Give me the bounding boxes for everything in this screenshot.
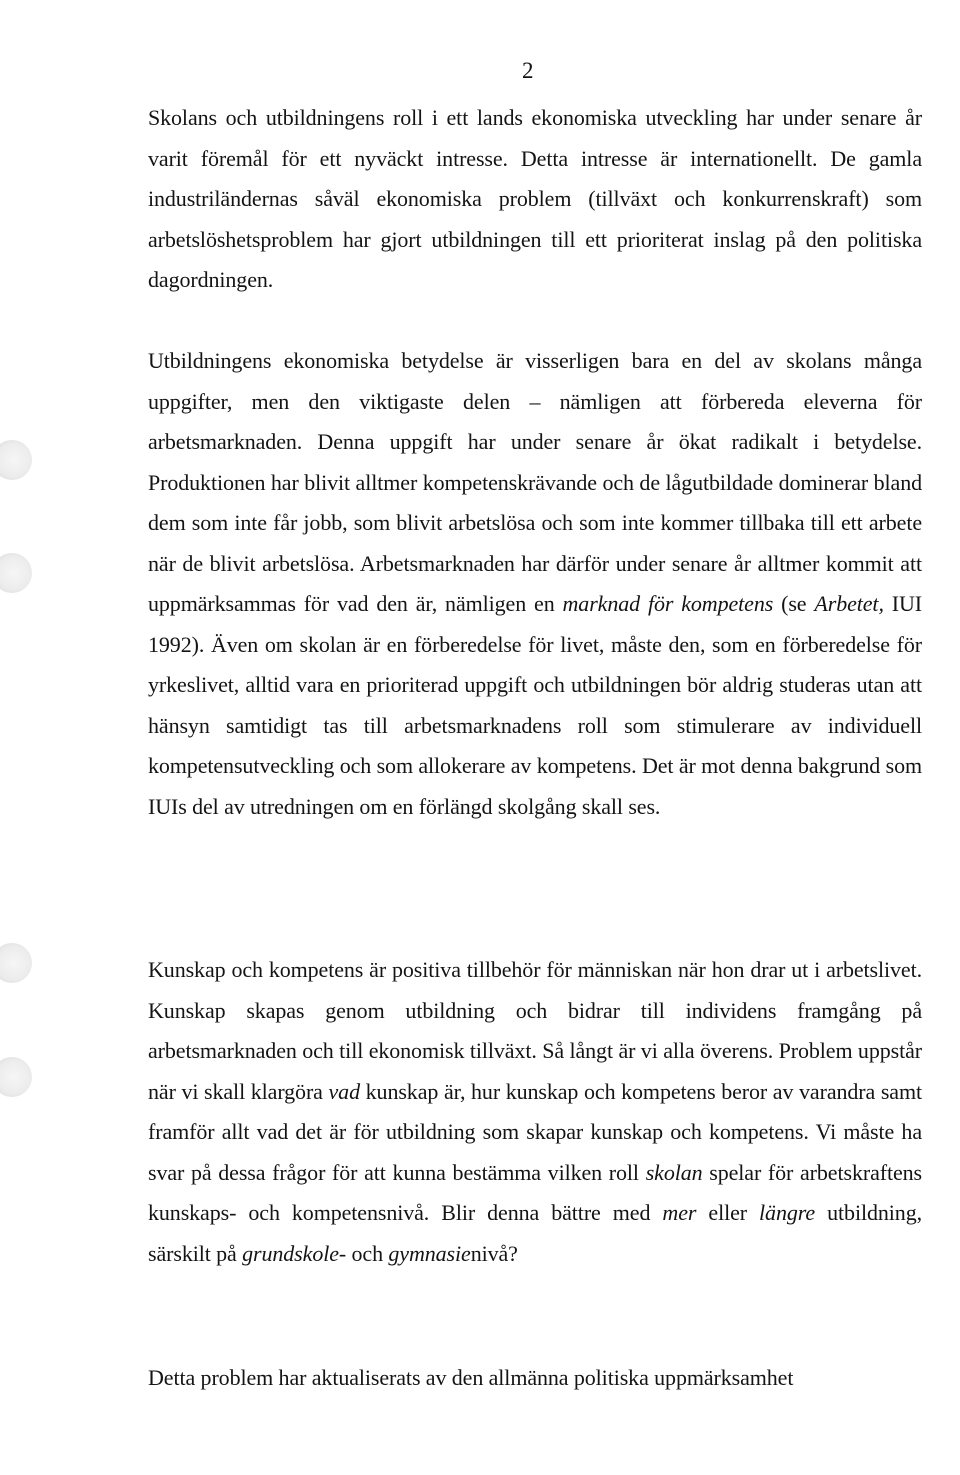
punch-hole-4 — [0, 1057, 32, 1097]
text-run: (se — [773, 591, 815, 616]
text-run: utbildning, särskilt på — [148, 1200, 922, 1266]
italic-text-run: grundskole- — [242, 1240, 347, 1266]
punch-hole-1 — [0, 440, 32, 480]
text-run: spelar för arbetskraftens kunskaps- och kompetensnivå. Blir denna bättre med — [148, 1159, 922, 1225]
text-run: eller — [696, 1200, 760, 1225]
page-number: 2 — [522, 58, 534, 83]
text-run: Skolans och utbildningens roll i ett lands ekonomiska utveckling har under senare år varit föremål för ett nyväckt intresse. Detta intresse är internationellt. De gamla industriländernas såväl ekonomiska problem (tillväxt och konkurrenskraft) som arbetslöshetsproblem har gjort utbildningen till ett prioriterat inslag på den politiska dagordningen. — [148, 105, 922, 292]
italic-text-run: längre — [759, 1200, 816, 1225]
italic-text-run: gymnasie — [388, 1240, 471, 1266]
italic-text-run: mer — [662, 1200, 697, 1225]
text-run: Kunskap och kompetens är positiva tillbehör för människan när hon drar ut i arbetslivet. Kunskap skapas genom utbildning och bidrar till individens framgång på arbetsmarknaden och till ekonomisk tillväxt. Så långt är vi alla överens. Problem uppstår när vi skall klargöra — [148, 957, 922, 1104]
italic-text-run: marknad för kompetens — [562, 591, 774, 616]
italic-text-run: skolan — [645, 1159, 703, 1185]
paragraph-2 — [148, 341, 922, 827]
paragraph-4 — [148, 1358, 922, 1399]
text-run: och — [346, 1240, 389, 1266]
paragraph-1 — [148, 98, 922, 301]
text-run: Utbildningens ekonomiska betydelse är visserligen bara en del av skolans många uppgifter, men den viktigaste delen – nämligen att förbereda eleverna för arbetsmarknaden. Denna uppgift har under senare år ökat radikalt i betydelse. Produktionen har blivit alltmer kompetenskrävande och de lågutbildade dominerar bland dem som inte får jobb, som blivit arbetslösa och som inte kommer tillbaka till ett arbete när de blivit arbetslösa. Arbetsmarknaden har därför under senare år alltmer kommit att uppmärksammas för vad den är, nämligen en — [148, 348, 922, 616]
text-run: nivå? — [470, 1240, 518, 1266]
text-run: Detta problem har aktualiserats av den allmänna politiska uppmärksamhet — [148, 1365, 794, 1390]
punch-hole-2 — [0, 553, 32, 593]
punch-hole-3 — [0, 943, 32, 983]
italic-text-run: Arbetet, — [814, 591, 884, 616]
text-run: IUI 1992). Även om skolan är en förberedelse för livet, måste den, som en förberedelse för yrkeslivet, alltid vara en prioriterad uppgift och utbildningen bör aldrig studeras utan att hänsyn samtidigt tas till arbetsmarknadens roll som stimulerare av individuell kompetensutveckling och som allokerare av kompetens. Det är mot denna bakgrund som IUIs del av utredningen om en förlängd skolgång skall ses. — [148, 591, 923, 819]
text-run: kunskap är, hur kunskap och kompetens beror av varandra samt framför allt vad det är för utbildning som skapar kunskap och kompetens. Vi måste ha svar på dessa frågor för att kunna bestämma vilken roll — [148, 1078, 922, 1185]
paragraph-3 — [148, 950, 922, 1274]
italic-text-run: vad — [328, 1078, 360, 1104]
